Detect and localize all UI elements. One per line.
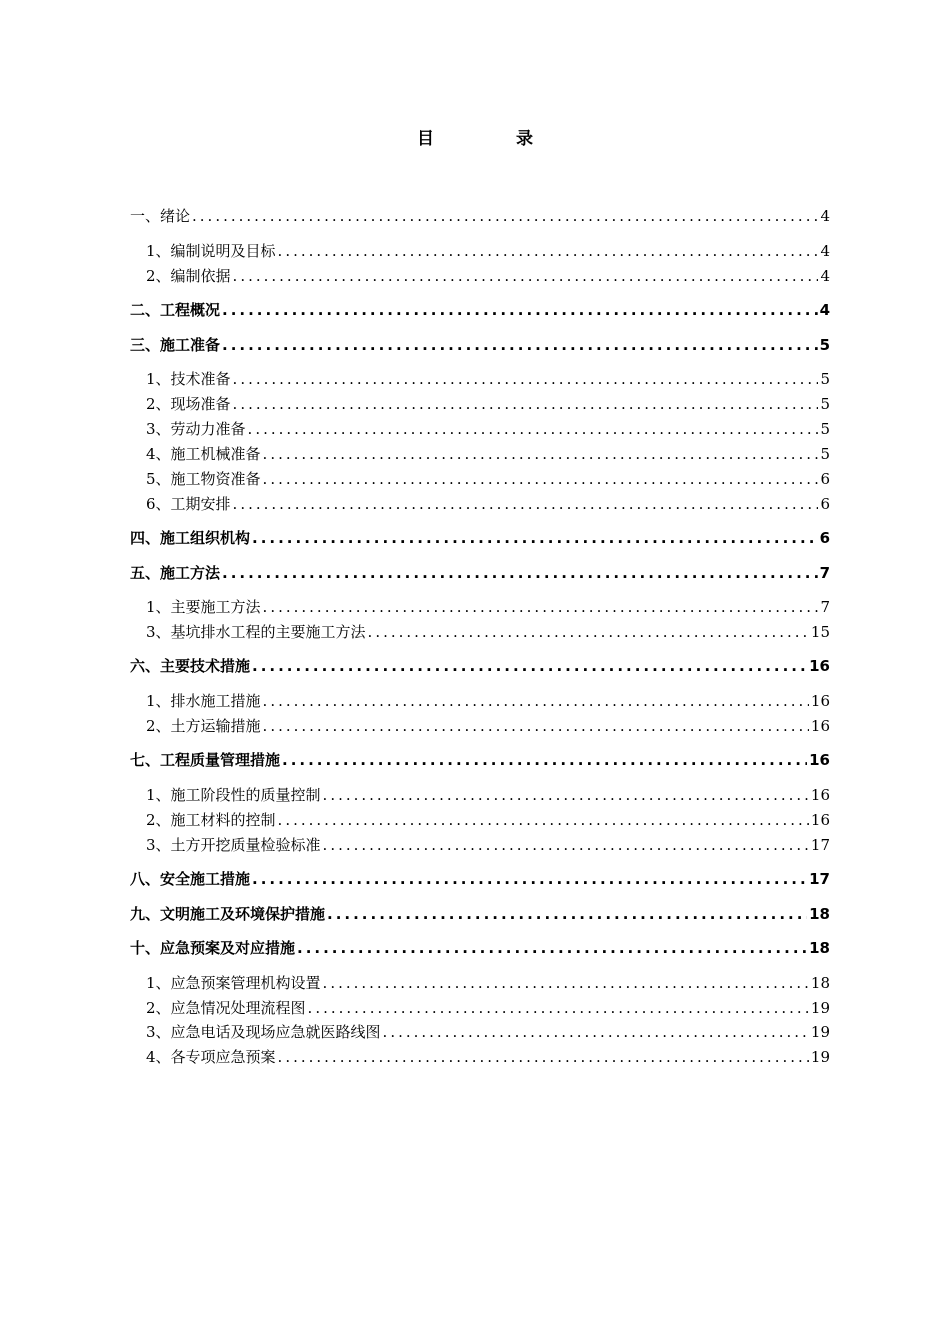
toc-dot-leader xyxy=(233,495,819,513)
toc-section-entry[interactable] xyxy=(130,1046,830,1067)
toc-entry-title: 八、安全施工措施 xyxy=(130,870,251,888)
toc-dot-leader xyxy=(368,623,809,641)
toc-page-number: 19 xyxy=(810,999,830,1017)
toc-entry-title: 6、工期安排 xyxy=(146,495,231,513)
toc-chapter-entry[interactable] xyxy=(130,334,830,355)
toc-section-entry[interactable] xyxy=(130,997,830,1018)
toc-chapter-entry[interactable] xyxy=(130,299,830,320)
toc-page-number: 16 xyxy=(809,751,830,769)
toc-entry-title: 2、现场准备 xyxy=(146,395,231,413)
toc-entry-title: 1、编制说明及目标 xyxy=(146,242,276,260)
page-title: 目 录 xyxy=(417,129,571,149)
toc-page-number: 5 xyxy=(820,395,830,413)
toc-page-number: 4 xyxy=(819,301,830,319)
toc-entry-title: 2、土方运输措施 xyxy=(146,717,261,735)
toc-dot-leader xyxy=(252,529,818,547)
toc-dot-leader xyxy=(248,420,819,438)
toc-page-number: 6 xyxy=(819,529,830,547)
toc-section-entry[interactable] xyxy=(130,493,830,514)
toc-dot-leader xyxy=(263,717,809,735)
toc-chapter-entry[interactable] xyxy=(130,903,830,924)
toc-page-number: 7 xyxy=(820,598,830,616)
toc-entry-title: 七、工程质量管理措施 xyxy=(130,751,281,769)
toc-entry-title: 十、应急预案及对应措施 xyxy=(130,939,296,957)
toc-page-number: 16 xyxy=(809,657,830,675)
toc-page-number: 18 xyxy=(809,939,830,957)
toc-entry-title: 六、主要技术措施 xyxy=(130,657,251,675)
toc-section-entry[interactable] xyxy=(130,972,830,993)
toc-dot-leader xyxy=(222,564,818,582)
toc-entry-title: 2、应急情况处理流程图 xyxy=(146,999,306,1017)
toc-dot-leader xyxy=(323,786,809,804)
toc-dot-leader xyxy=(263,445,819,463)
toc-entry-title: 五、施工方法 xyxy=(130,564,221,582)
toc-page-number: 16 xyxy=(810,811,830,829)
toc-chapter-entry[interactable] xyxy=(130,205,830,226)
toc-entry-title: 3、基坑排水工程的主要施工方法 xyxy=(146,623,366,641)
toc-page-number: 5 xyxy=(819,336,830,354)
toc-dot-leader xyxy=(323,836,809,854)
toc-page-number: 6 xyxy=(820,495,830,513)
toc-dot-leader xyxy=(192,207,818,225)
toc-entry-title: 5、施工物资准备 xyxy=(146,470,261,488)
toc-section-entry[interactable] xyxy=(130,368,830,389)
toc-section-entry[interactable] xyxy=(130,809,830,830)
toc-page-number: 19 xyxy=(810,1048,830,1066)
toc-chapter-entry[interactable] xyxy=(130,868,830,889)
toc-chapter-entry[interactable] xyxy=(130,937,830,958)
toc-entry-title: 4、施工机械准备 xyxy=(146,445,261,463)
toc-dot-leader xyxy=(222,301,818,319)
toc-chapter-entry[interactable] xyxy=(130,562,830,583)
toc-section-entry[interactable] xyxy=(130,240,830,261)
toc-dot-leader xyxy=(233,370,819,388)
toc-page-number: 16 xyxy=(810,717,830,735)
toc-chapter-entry[interactable] xyxy=(130,527,830,548)
toc-entry-title: 一、绪论 xyxy=(130,207,191,225)
toc-dot-leader xyxy=(263,598,819,616)
toc-section-entry[interactable] xyxy=(130,443,830,464)
toc-section-entry[interactable] xyxy=(130,834,830,855)
toc-entry-title: 1、施工阶段性的质量控制 xyxy=(146,786,321,804)
toc-entry-title: 4、各专项应急预案 xyxy=(146,1048,276,1066)
toc-page-number: 18 xyxy=(810,974,830,992)
toc-entry-title: 3、劳动力准备 xyxy=(146,420,246,438)
toc-page-number: 4 xyxy=(820,207,830,225)
toc-dot-leader xyxy=(222,336,818,354)
toc-page-number: 6 xyxy=(820,470,830,488)
toc-section-entry[interactable] xyxy=(130,468,830,489)
toc-chapter-entry[interactable] xyxy=(130,655,830,676)
toc-dot-leader xyxy=(282,751,807,769)
toc-page-number: 18 xyxy=(809,905,830,923)
toc-page-number: 5 xyxy=(820,370,830,388)
toc-page-number: 5 xyxy=(820,445,830,463)
toc-section-entry[interactable] xyxy=(130,621,830,642)
toc-page-number: 5 xyxy=(820,420,830,438)
toc-entry-title: 1、技术准备 xyxy=(146,370,231,388)
toc-section-entry[interactable] xyxy=(130,596,830,617)
toc-entry-title: 3、土方开挖质量检验标准 xyxy=(146,836,321,854)
toc-page-number: 7 xyxy=(819,564,830,582)
toc-entry-title: 二、工程概况 xyxy=(130,301,221,319)
toc-page-number: 16 xyxy=(810,692,830,710)
toc-dot-leader xyxy=(252,870,807,888)
toc-section-entry[interactable] xyxy=(130,1021,830,1042)
toc-section-entry[interactable] xyxy=(130,265,830,286)
toc-section-entry[interactable] xyxy=(130,715,830,736)
toc-page-number: 17 xyxy=(810,836,830,854)
toc-chapter-entry[interactable] xyxy=(130,749,830,770)
toc-section-entry[interactable] xyxy=(130,784,830,805)
toc-page-number: 17 xyxy=(809,870,830,888)
toc-section-entry[interactable] xyxy=(130,418,830,439)
toc-page-number: 4 xyxy=(820,267,830,285)
toc-entry-title: 三、施工准备 xyxy=(130,336,221,354)
toc-entry-title: 1、应急预案管理机构设置 xyxy=(146,974,321,992)
toc-entry-title: 1、主要施工方法 xyxy=(146,598,261,616)
toc-entry-title: 1、排水施工措施 xyxy=(146,692,261,710)
toc-section-entry[interactable] xyxy=(130,690,830,711)
toc-entry-title: 四、施工组织机构 xyxy=(130,529,251,547)
toc-entry-title: 2、施工材料的控制 xyxy=(146,811,276,829)
toc-entry-title: 九、文明施工及环境保护措施 xyxy=(130,905,326,923)
toc-dot-leader xyxy=(327,905,807,923)
toc-dot-leader xyxy=(278,811,809,829)
toc-entry-title: 2、编制依据 xyxy=(146,267,231,285)
toc-dot-leader xyxy=(297,939,807,957)
toc-dot-leader xyxy=(233,395,819,413)
toc-page-number: 15 xyxy=(810,623,830,641)
toc-dot-leader xyxy=(263,692,809,710)
toc-dot-leader xyxy=(233,267,819,285)
toc-page-number: 16 xyxy=(810,786,830,804)
toc-section-entry[interactable] xyxy=(130,393,830,414)
toc-dot-leader xyxy=(278,242,819,260)
toc-dot-leader xyxy=(263,470,819,488)
toc-page-number: 19 xyxy=(810,1023,830,1041)
toc-entry-title: 3、应急电话及现场应急就医路线图 xyxy=(146,1023,381,1041)
toc-page-number: 4 xyxy=(820,242,830,260)
toc-dot-leader xyxy=(308,999,809,1017)
toc-dot-leader xyxy=(383,1023,809,1041)
toc-dot-leader xyxy=(278,1048,809,1066)
toc-dot-leader xyxy=(252,657,807,675)
toc-dot-leader xyxy=(323,974,809,992)
